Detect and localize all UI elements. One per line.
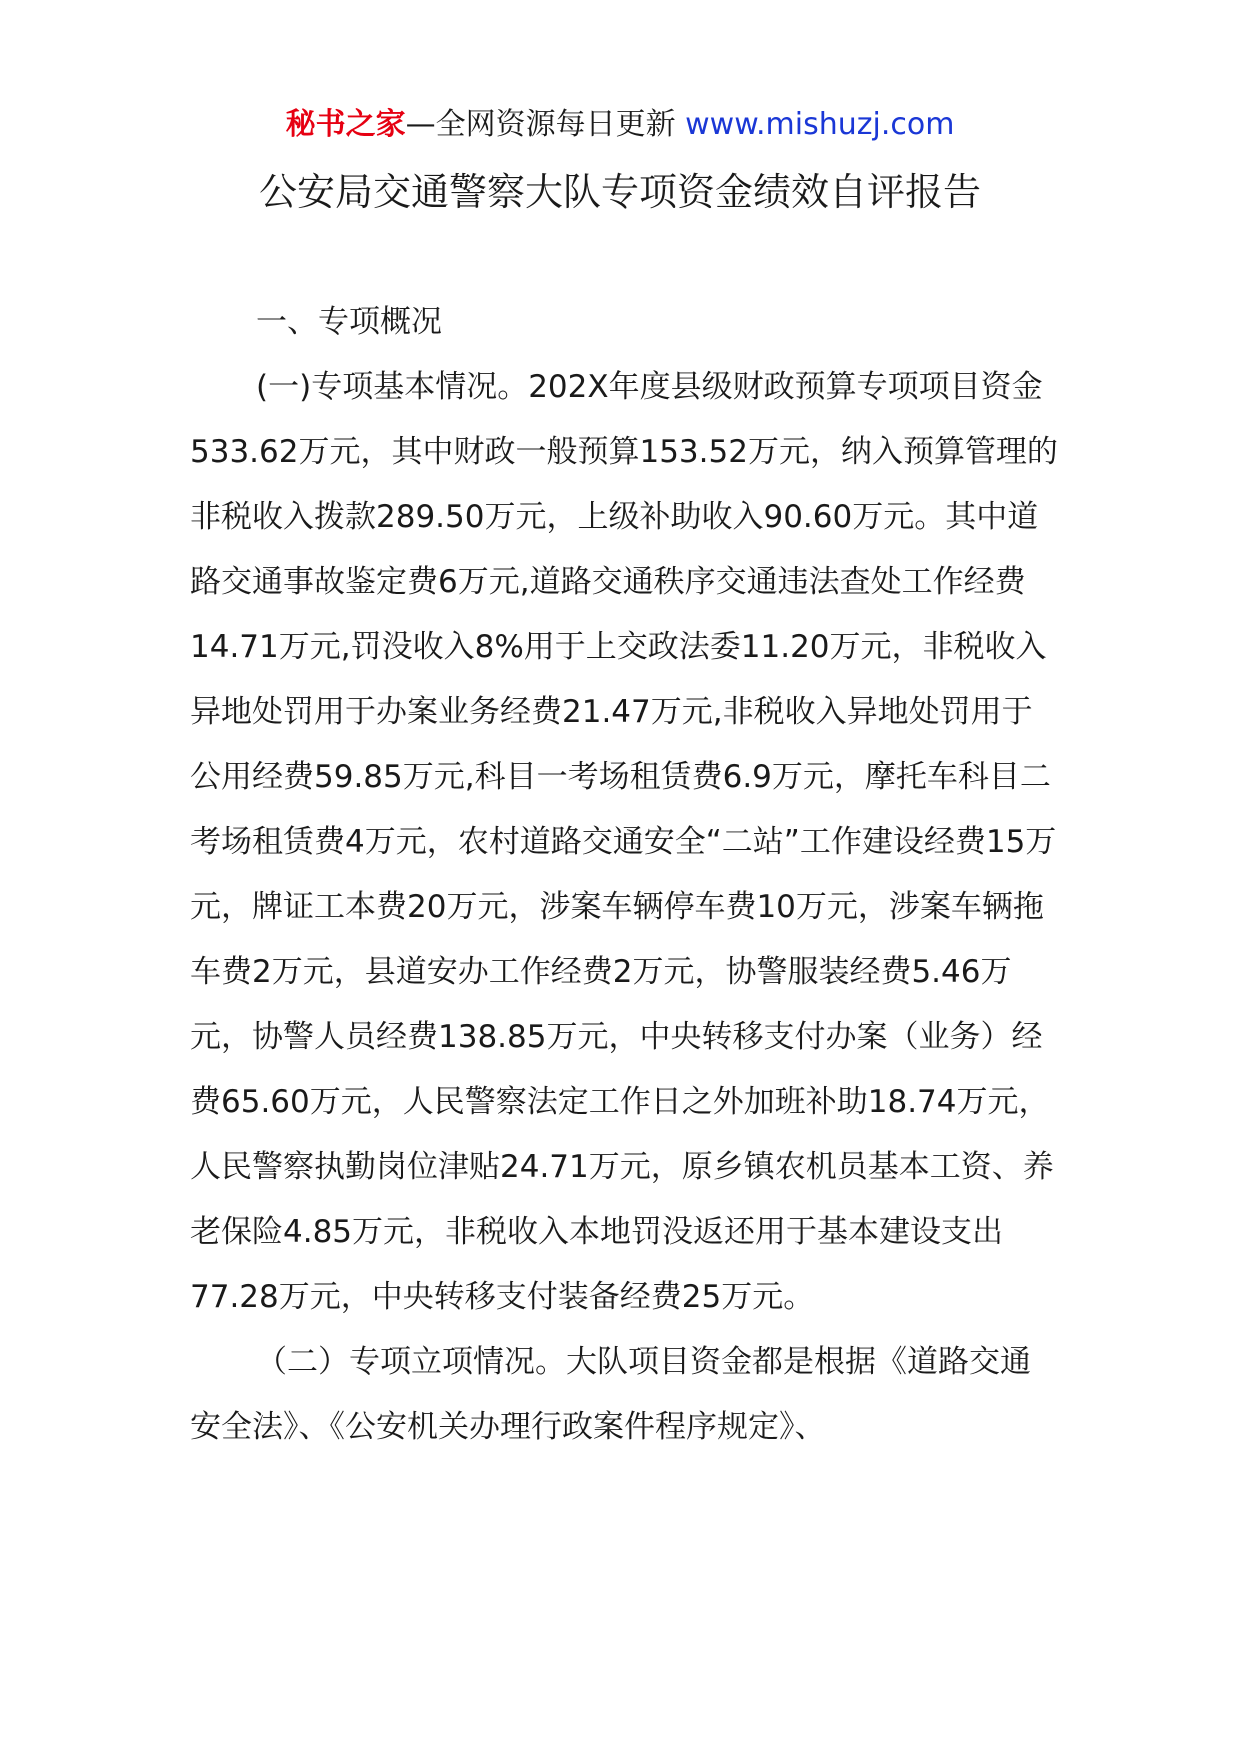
brand-name: 秘书之家 [285, 107, 406, 142]
site-header [0, 100, 1240, 150]
site-url-link[interactable]: www.mishuzj.com [685, 107, 955, 142]
document-body [190, 290, 1060, 1460]
paragraph-basic-info: (一)专项基本情况。202X年度县级财政预算专项项目资金533.62万元，其中财政一般预算153.52万元，纳入预算管理的非税收入拨款289.50万元，上级补助收入90.60万元。其中道路交通事故鉴定费6万元,道路交通秩序交通违法查处工作经费14.71万元,罚没收入8%用于上交政法委11.20万元，非税收入异地处罚用于办案业务经费21.47万元,非税收入异地处罚用于公用经费59.85万元,科目一考场租赁费6.9万元，摩托车科目二考场租赁费4万元，农村道路交通安全“二站”工作建设经费15万元，牌证工本费20万元，涉案车辆停车费10万元，涉案车辆拖车费2万元，县道安办工作经费2万元，协警服装经费5.46万元，协警人员经费138.85万元，中央转移支付办案（业务）经费65.60万元，人民警察法定工作日之外加班补助18.74万元，人民警察执勤岗位津贴24.71万元，原乡镇农机员基本工资、养老保险4.85万元，非税收入本地罚没返还用于基本建设支出77.28万元，中央转移支付装备经费25万元。 [190, 369, 1058, 1315]
section-heading: 一、专项概况 [256, 304, 442, 340]
document-title: 公安局交通警察大队专项资金绩效自评报告 [258, 170, 981, 214]
paragraph-project-setup: （二）专项立项情况。大队项目资金都是根据《道路交通安全法》、《公安机关办理行政案件程序规定》、 [190, 1344, 1031, 1445]
header-tagline: —全网资源每日更新 [405, 107, 686, 142]
